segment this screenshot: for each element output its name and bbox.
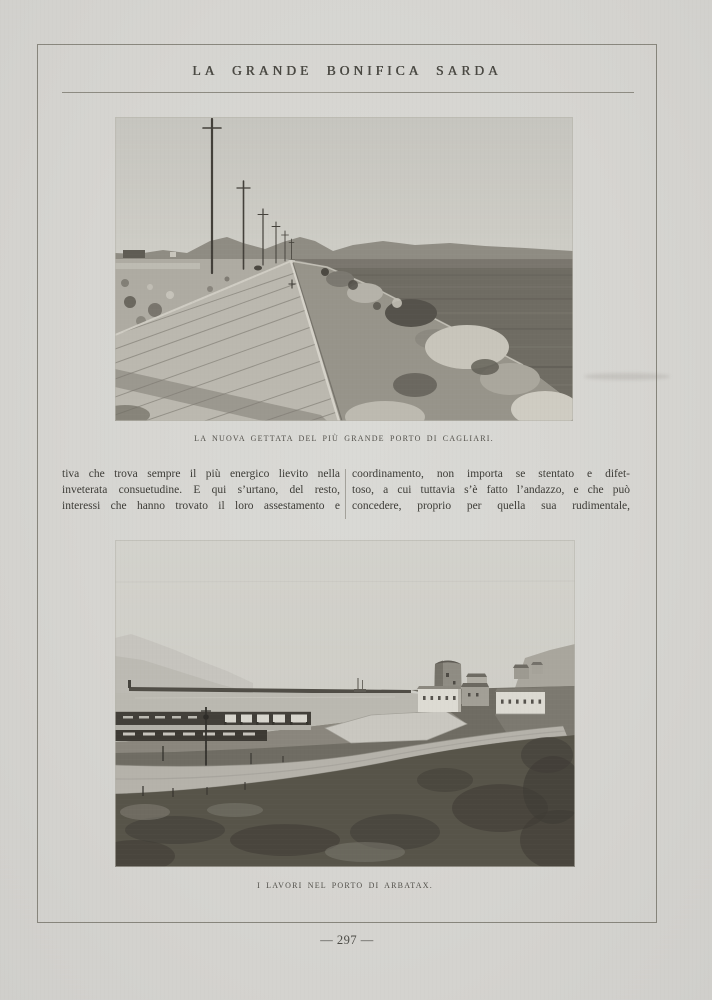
text-line: inveterata consuetudine. E qui s’urtano, del resto, <box>62 483 340 496</box>
photo1-sky <box>115 117 573 263</box>
article-columns <box>62 467 630 521</box>
margin-smudge <box>584 373 670 380</box>
text-line: toso, a cui tuttavia s’è fatto l’andazzo, e che può <box>352 483 630 496</box>
text-line: concedere, proprio per quella sua rudimentale, <box>352 499 630 512</box>
figure-cagliari-caption: LA NUOVA GETTATA DEL PIÙ GRANDE PORTO DI CAGLIARI. <box>194 434 494 443</box>
article-column-right <box>352 467 630 514</box>
text-line: interessi che hanno trovato il loro assestamento e <box>62 499 340 512</box>
text-line: coordinamento, non importa se stentato e difet- <box>352 468 630 480</box>
header-rule <box>62 92 634 93</box>
cagliari-photo-illustration <box>115 117 573 421</box>
text-line: tiva che trova sempre il più energico lievito nella <box>62 468 340 480</box>
page-header-title: LA GRANDE BONIFICA SARDA <box>192 63 502 78</box>
column-divider <box>345 469 346 519</box>
figure-arbatax-photo <box>115 540 575 867</box>
page-number: — 297 — <box>320 933 374 947</box>
figure-arbatax-caption: I LAVORI NEL PORTO DI ARBATAX. <box>257 881 433 890</box>
arbatax-photo-illustration <box>115 540 575 867</box>
figure-cagliari-photo <box>115 117 573 421</box>
article-column-left <box>62 467 340 514</box>
